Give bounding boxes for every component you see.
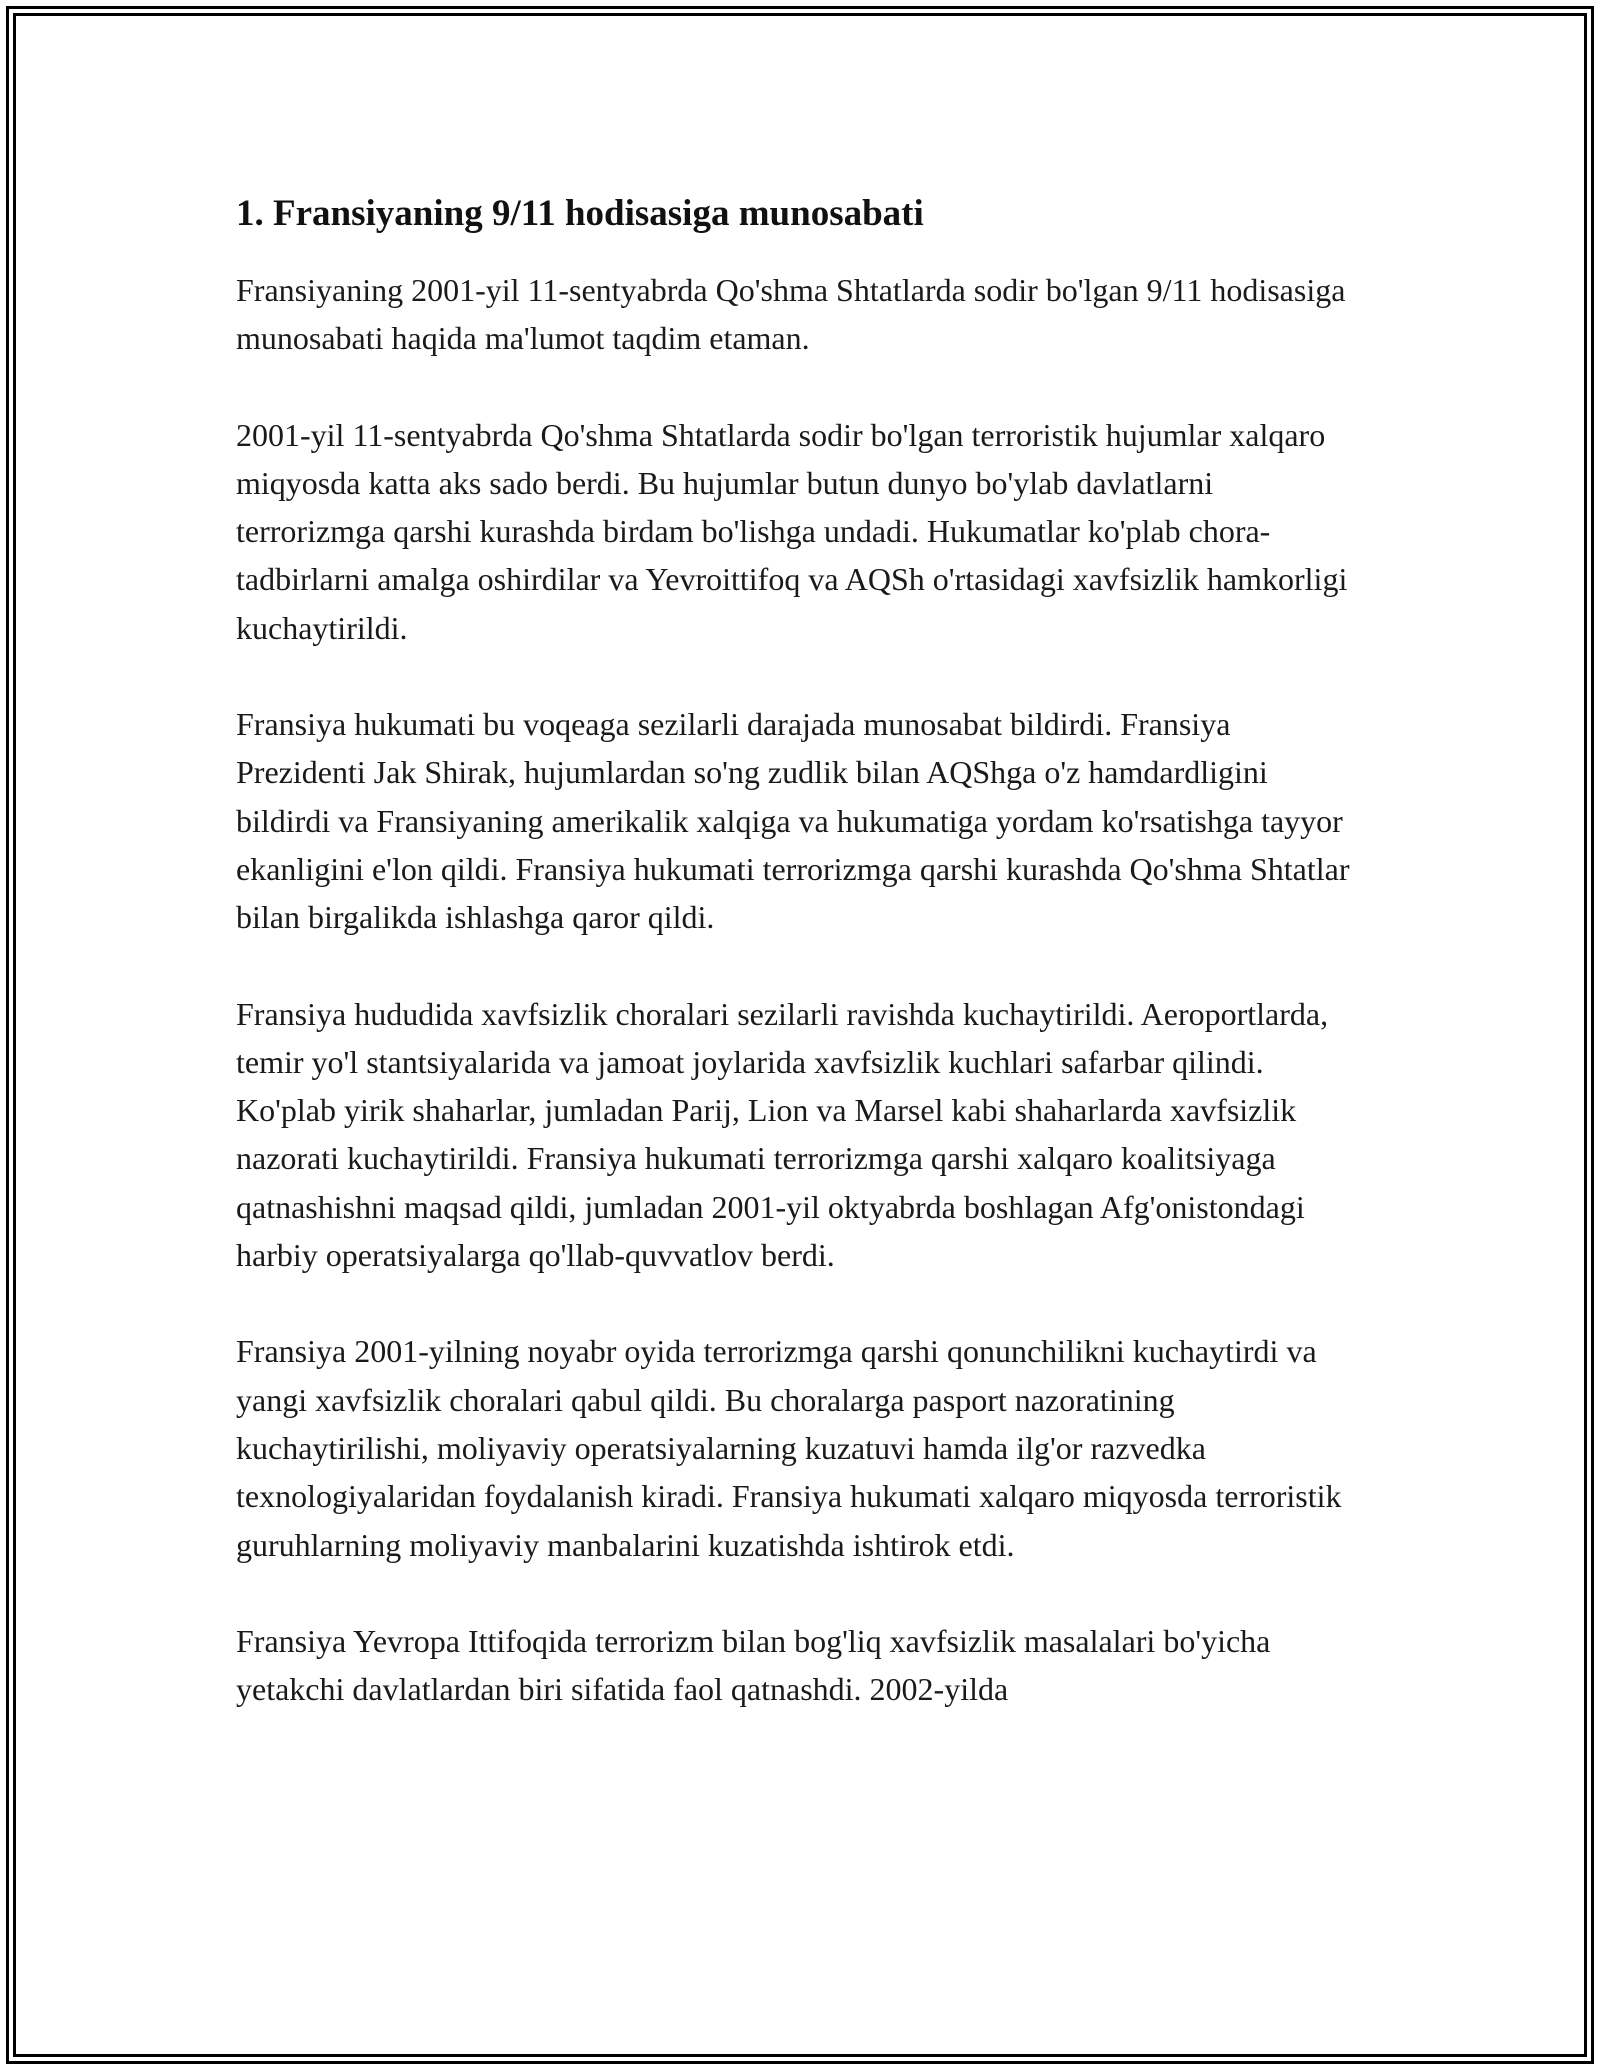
section-heading: 1. Fransiyaning 9/11 hodisasiga munosabati: [236, 193, 924, 234]
document-body: [236, 186, 1366, 1761]
paragraph-intro: Fransiyaning 2001-yil 11-sentyabrda Qo'shma Shtatlarda sodir bo'lgan 9/11 hodisasiga munosabati haqida ma'lumot taqdim etaman.: [236, 272, 1346, 357]
paragraph-legislation: Fransiya 2001-yilning noyabr oyida terrorizmga qarshi qonunchilikni kuchaytirdi va yangi xavfsizlik choralari qabul qildi. Bu choralarga pasport nazoratining kuchaytirilishi, moliyaviy operatsiyalarning kuzatuvi hamda ilg'or razvedka texnologiyalaridan foydalanish kiradi. Fransiya hukumati xalqaro miqyosda terroristik guruhlarning moliyaviy manbalarini kuzatishda ishtirok etdi.: [236, 1333, 1342, 1563]
paragraph-government-response: Fransiya hukumati bu voqeaga sezilarli darajada munosabat bildirdi. Fransiya Prezidenti Jak Shirak, hujumlardan so'ng zudlik bilan AQShga o'z hamdardligini bildirdi va Fransiyaning amerikalik xalqiga va hukumatiga yordam ko'rsatishga tayyor ekanligini e'lon qildi. Fransiya hukumati terrorizmga qarshi kurashda Qo'shma Shtatlar bilan birgalikda ishlashga qaror qildi.: [236, 706, 1350, 936]
paragraph-security-measures: Fransiya hududida xavfsizlik choralari sezilarli ravishda kuchaytirildi. Aeroportlarda, temir yo'l stantsiyalarida va jamoat joylarida xavfsizlik kuchlari safarbar qilindi. Ko'plab yirik shaharlar, jumladan Parij, Lion va Marsel kabi shaharlarda xavfsizlik nazorati kuchaytirildi. Fransiya hukumati terrorizmga qarshi xalqaro koalitsiyaga qatnashishni maqsad qildi, jumladan 2001-yil oktyabrda boshlagan Afg'onistondagi harbiy operatsiyalarga qo'llab-quvvatlov berdi.: [236, 995, 1329, 1274]
paragraph-international-reaction: 2001-yil 11-sentyabrda Qo'shma Shtatlarda sodir bo'lgan terroristik hujumlar xalqaro miqyosda katta aks sado berdi. Bu hujumlar butun dunyo bo'ylab davlatlarni terrorizmga qarshi kurashda birdam bo'lishga undadi. Hukumatlar ko'plab chora-tadbirlarni amalga oshirdilar va Yevroittifoq va AQSh o'rtasidagi xavfsizlik hamkorligi kuchaytirildi.: [236, 416, 1348, 646]
paragraph-eu-role: Fransiya Yevropa Ittifoqida terrorizm bilan bog'liq xavfsizlik masalalari bo'yicha yetakchi davlatlardan biri sifatida faol qatnashdi. 2002-yilda: [236, 1622, 1271, 1708]
